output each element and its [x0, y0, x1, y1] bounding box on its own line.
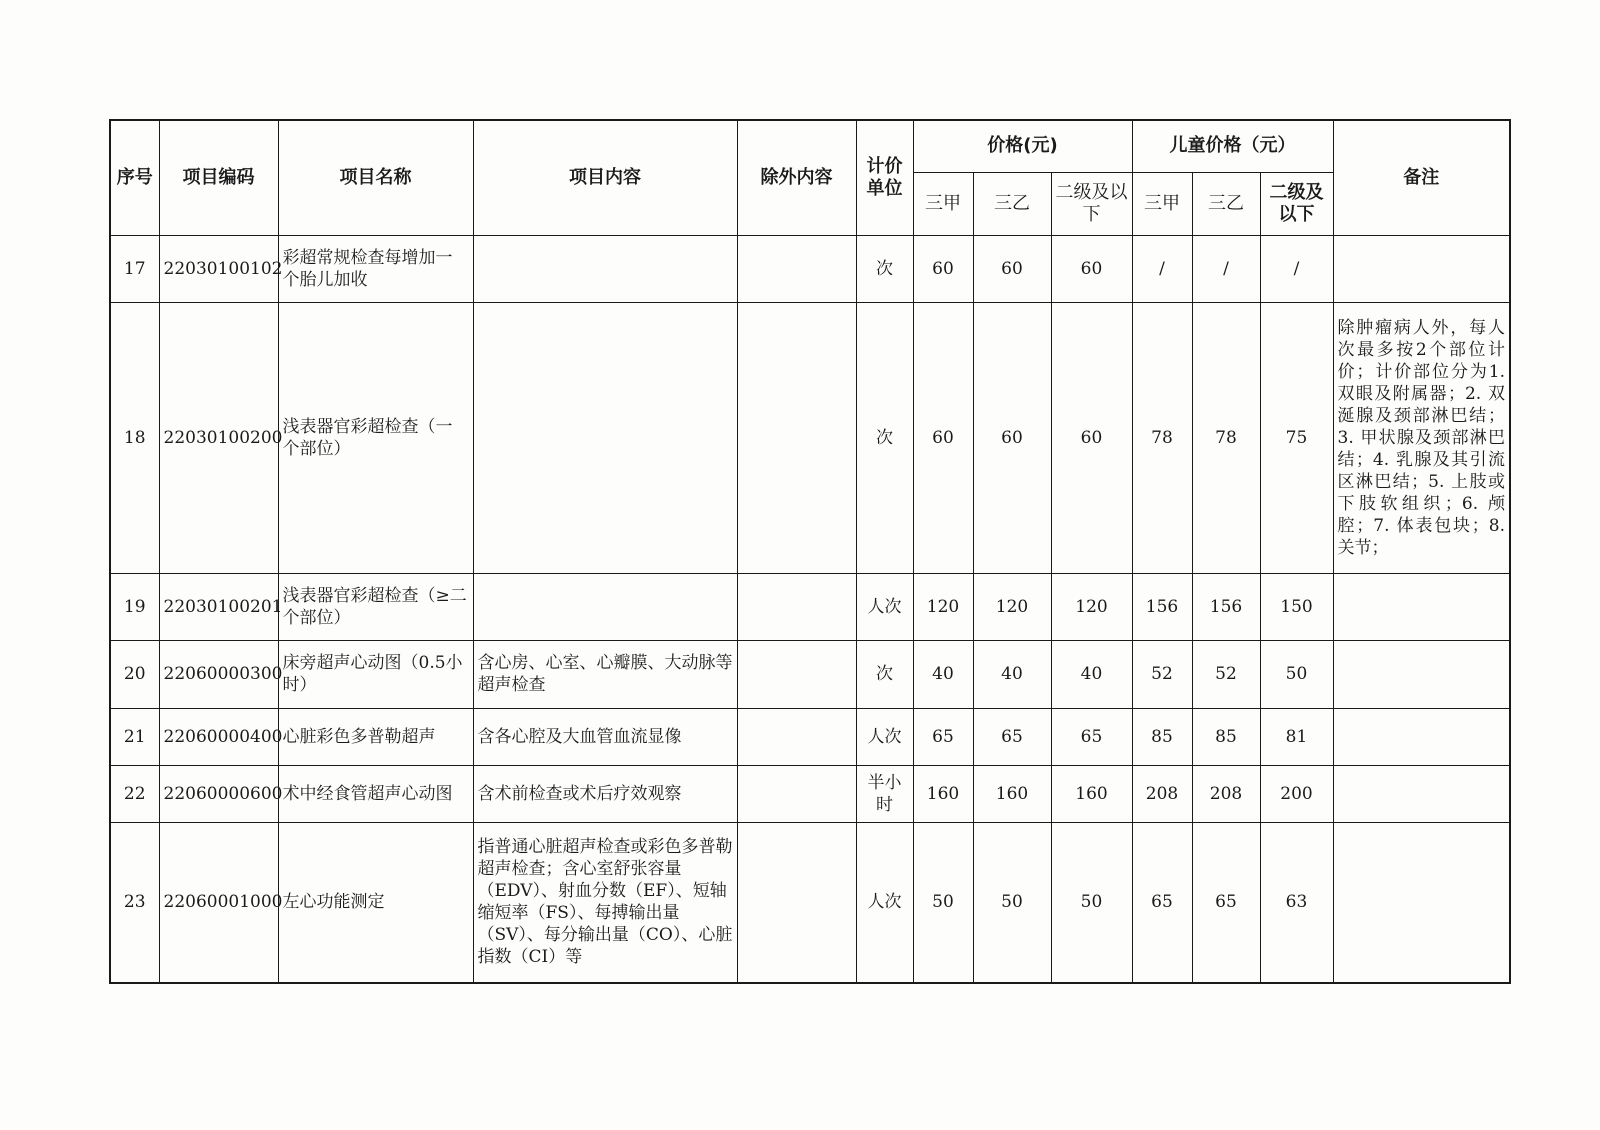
- table-row: [110, 235, 1510, 302]
- cell-remark: [1333, 640, 1510, 708]
- cell-price-c: 120: [1051, 573, 1132, 640]
- cell-price-a: 40: [913, 640, 973, 708]
- cell-seq: 23: [110, 822, 159, 983]
- cell-child-price-a: 208: [1132, 765, 1192, 822]
- cell-price-b: 60: [973, 302, 1051, 573]
- cell-content: 含各心腔及大血管血流显像: [473, 708, 737, 765]
- header-unit: 计价单位: [856, 120, 913, 235]
- cell-child-price-a: 156: [1132, 573, 1192, 640]
- header-level-a: 三甲: [913, 172, 973, 235]
- cell-price-b: 60: [973, 235, 1051, 302]
- cell-remark: [1333, 708, 1510, 765]
- cell-excluded: [737, 573, 856, 640]
- cell-code: 22060000400: [159, 708, 278, 765]
- cell-child-price-c: 200: [1260, 765, 1333, 822]
- cell-unit: 次: [856, 235, 913, 302]
- cell-child-price-a: 85: [1132, 708, 1192, 765]
- cell-price-b: 65: [973, 708, 1051, 765]
- cell-excluded: [737, 235, 856, 302]
- cell-code: 22060000300: [159, 640, 278, 708]
- header-content: 项目内容: [473, 120, 737, 235]
- cell-excluded: [737, 302, 856, 573]
- cell-child-price-b: 85: [1192, 708, 1260, 765]
- cell-price-b: 50: [973, 822, 1051, 983]
- cell-name: 心脏彩色多普勒超声: [278, 708, 473, 765]
- header-remark: 备注: [1333, 120, 1510, 235]
- cell-price-b: 120: [973, 573, 1051, 640]
- cell-price-a: 60: [913, 235, 973, 302]
- cell-child-price-a: 65: [1132, 822, 1192, 983]
- cell-price-c: 60: [1051, 235, 1132, 302]
- table-row: [110, 302, 1510, 573]
- cell-name: 彩超常规检查每增加一个胎儿加收: [278, 235, 473, 302]
- cell-seq: 18: [110, 302, 159, 573]
- cell-child-price-c: 75: [1260, 302, 1333, 573]
- cell-child-price-b: 208: [1192, 765, 1260, 822]
- cell-child-price-b: 65: [1192, 822, 1260, 983]
- cell-child-price-c: /: [1260, 235, 1333, 302]
- header-level-b: 三乙: [973, 172, 1051, 235]
- cell-name: 术中经食管超声心动图: [278, 765, 473, 822]
- cell-child-price-b: 156: [1192, 573, 1260, 640]
- price-table: [109, 119, 1511, 984]
- cell-price-b: 160: [973, 765, 1051, 822]
- cell-unit: 人次: [856, 822, 913, 983]
- header-price-group: 价格(元): [913, 120, 1132, 172]
- cell-name: 床旁超声心动图（0.5小时）: [278, 640, 473, 708]
- header-child-level-b: 三乙: [1192, 172, 1260, 235]
- table-row: [110, 640, 1510, 708]
- cell-content: 含心房、心室、心瓣膜、大动脉等超声检查: [473, 640, 737, 708]
- cell-remark: 除肿瘤病人外，每人次最多按2个部位计价；计价部位分为1. 双眼及附属器；2. 双涎腺及颈部淋巴结；3. 甲状腺及颈部淋巴结；4. 乳腺及其引流区淋巴结；5. 上肢或下肢软组织；6. 颅腔；7. 体表包块；8. 关节；: [1333, 302, 1510, 573]
- cell-price-a: 120: [913, 573, 973, 640]
- cell-content: [473, 573, 737, 640]
- cell-name: 浅表器官彩超检查（≥二个部位）: [278, 573, 473, 640]
- cell-excluded: [737, 822, 856, 983]
- cell-code: 22030100201: [159, 573, 278, 640]
- cell-remark: [1333, 573, 1510, 640]
- cell-child-price-a: 78: [1132, 302, 1192, 573]
- cell-name: 浅表器官彩超检查（一个部位）: [278, 302, 473, 573]
- header-code: 项目编码: [159, 120, 278, 235]
- cell-unit: 次: [856, 640, 913, 708]
- header-seq: 序号: [110, 120, 159, 235]
- cell-child-price-c: 150: [1260, 573, 1333, 640]
- table-row: [110, 822, 1510, 983]
- header-level-c: 二级及以下: [1051, 172, 1132, 235]
- cell-remark: [1333, 822, 1510, 983]
- cell-content: [473, 235, 737, 302]
- header-row-1: [110, 120, 1510, 172]
- cell-price-c: 40: [1051, 640, 1132, 708]
- header-child-price-group: 儿童价格（元）: [1132, 120, 1333, 172]
- cell-child-price-a: /: [1132, 235, 1192, 302]
- cell-content: 含术前检查或术后疗效观察: [473, 765, 737, 822]
- cell-remark: [1333, 235, 1510, 302]
- cell-price-c: 50: [1051, 822, 1132, 983]
- header-child-level-c: 二级及以下: [1260, 172, 1333, 235]
- cell-price-a: 50: [913, 822, 973, 983]
- cell-name: 左心功能测定: [278, 822, 473, 983]
- cell-child-price-b: 52: [1192, 640, 1260, 708]
- cell-child-price-c: 50: [1260, 640, 1333, 708]
- cell-excluded: [737, 765, 856, 822]
- cell-price-c: 160: [1051, 765, 1132, 822]
- cell-child-price-b: /: [1192, 235, 1260, 302]
- cell-unit: 次: [856, 302, 913, 573]
- cell-child-price-a: 52: [1132, 640, 1192, 708]
- cell-code: 22060000600: [159, 765, 278, 822]
- cell-price-b: 40: [973, 640, 1051, 708]
- header-name: 项目名称: [278, 120, 473, 235]
- cell-seq: 22: [110, 765, 159, 822]
- cell-child-price-c: 63: [1260, 822, 1333, 983]
- cell-seq: 19: [110, 573, 159, 640]
- cell-child-price-b: 78: [1192, 302, 1260, 573]
- cell-content: 指普通心脏超声检查或彩色多普勒超声检查；含心室舒张容量（EDV）、射血分数（EF）、短轴缩短率（FS）、每搏输出量（SV）、每分输出量（CO）、心脏指数（CI）等: [473, 822, 737, 983]
- cell-unit: 人次: [856, 573, 913, 640]
- cell-price-a: 160: [913, 765, 973, 822]
- cell-unit: 人次: [856, 708, 913, 765]
- header-child-level-a: 三甲: [1132, 172, 1192, 235]
- cell-price-c: 60: [1051, 302, 1132, 573]
- header-excluded: 除外内容: [737, 120, 856, 235]
- cell-seq: 21: [110, 708, 159, 765]
- cell-code: 22030100200: [159, 302, 278, 573]
- cell-child-price-c: 81: [1260, 708, 1333, 765]
- cell-excluded: [737, 708, 856, 765]
- table-row: [110, 708, 1510, 765]
- cell-seq: 20: [110, 640, 159, 708]
- cell-price-a: 65: [913, 708, 973, 765]
- cell-excluded: [737, 640, 856, 708]
- cell-seq: 17: [110, 235, 159, 302]
- cell-price-a: 60: [913, 302, 973, 573]
- table-row: [110, 765, 1510, 822]
- cell-code: 22060001000: [159, 822, 278, 983]
- cell-unit: 半小时: [856, 765, 913, 822]
- cell-code: 22030100102: [159, 235, 278, 302]
- cell-price-c: 65: [1051, 708, 1132, 765]
- cell-remark: [1333, 765, 1510, 822]
- table-row: [110, 573, 1510, 640]
- cell-content: [473, 302, 737, 573]
